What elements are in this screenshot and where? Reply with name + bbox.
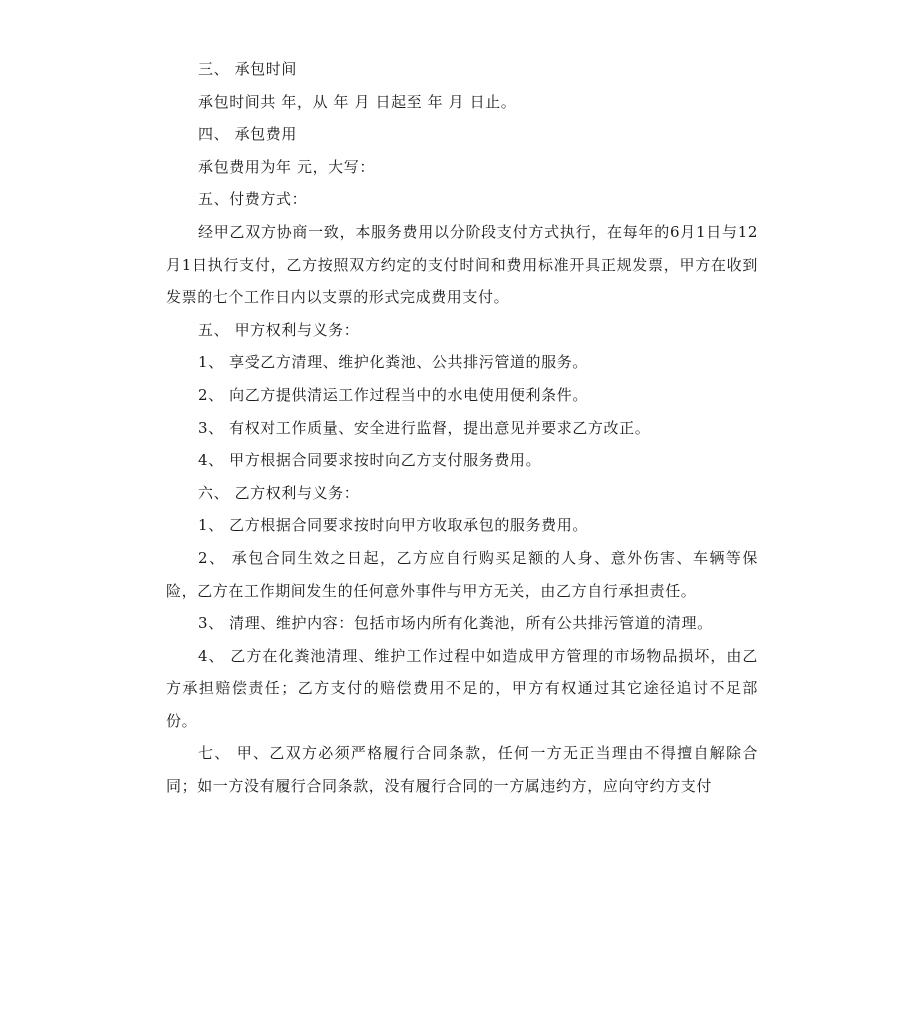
party-b-clause-3: 3、 清理、维护内容：包括市场内所有化粪池，所有公共排污管道的清理。 — [198, 614, 713, 633]
party-a-clause-1: 1、 享受乙方清理、维护化粪池、公共排污管道的服务。 — [198, 353, 588, 372]
section-seven-clause: 七、 甲、乙双方必须严格履行合同条款，任何一方无正当理由不得擅自解除合同；如一方没有履行合同条款，没有履行合同的一方属违约方，应向守约方支付 — [166, 744, 758, 796]
section-heading-payment-method: 五、付费方式： — [198, 190, 308, 209]
party-a-clause-2: 2、 向乙方提供清运工作过程当中的水电使用便利条件。 — [198, 385, 588, 404]
payment-method-text: 经甲乙双方协商一致，本服务费用以分阶段支付方式执行，在每年的6月1日与12月1日执行支付，乙方按照双方约定的支付时间和费用标准开具正规发票，甲方在收到发票的七个工作日内以支票的形式完成费用支付。 — [166, 222, 758, 307]
section-heading-contract-period: 三、 承包时间 — [198, 60, 297, 78]
contract-period-text: 承包时间共 年，从 年 月 日起至 年 月 日止。 — [198, 92, 517, 111]
section-heading-party-b-rights: 六、 乙方权利与义务： — [198, 483, 360, 502]
document-page — [166, 53, 758, 803]
section-heading-contract-fee: 四、 承包费用 — [198, 125, 297, 144]
section-heading-party-a-rights: 五、 甲方权利与义务： — [198, 320, 360, 339]
party-b-clause-2: 2、 承包合同生效之日起，乙方应自行购买足额的人身、意外伤害、车辆等保险，乙方在工作期间发生的任何意外事件与甲方无关，由乙方自行承担责任。 — [166, 548, 758, 600]
party-b-clause-1: 1、 乙方根据合同要求按时向甲方收取承包的服务费用。 — [198, 516, 588, 535]
contract-fee-text: 承包费用为年 元，大写： — [198, 157, 375, 176]
party-b-clause-4: 4、 乙方在化粪池清理、维护工作过程中如造成甲方管理的市场物品损坏，由乙方承担赔偿责任；乙方支付的赔偿费用不足的，甲方有权通过其它途径追讨不足部份。 — [166, 646, 758, 730]
party-a-clause-4: 4、 甲方根据合同要求按时向乙方支付服务费用。 — [198, 451, 542, 470]
party-a-clause-3: 3、 有权对工作质量、安全进行监督，提出意见并要求乙方改正。 — [198, 418, 651, 437]
